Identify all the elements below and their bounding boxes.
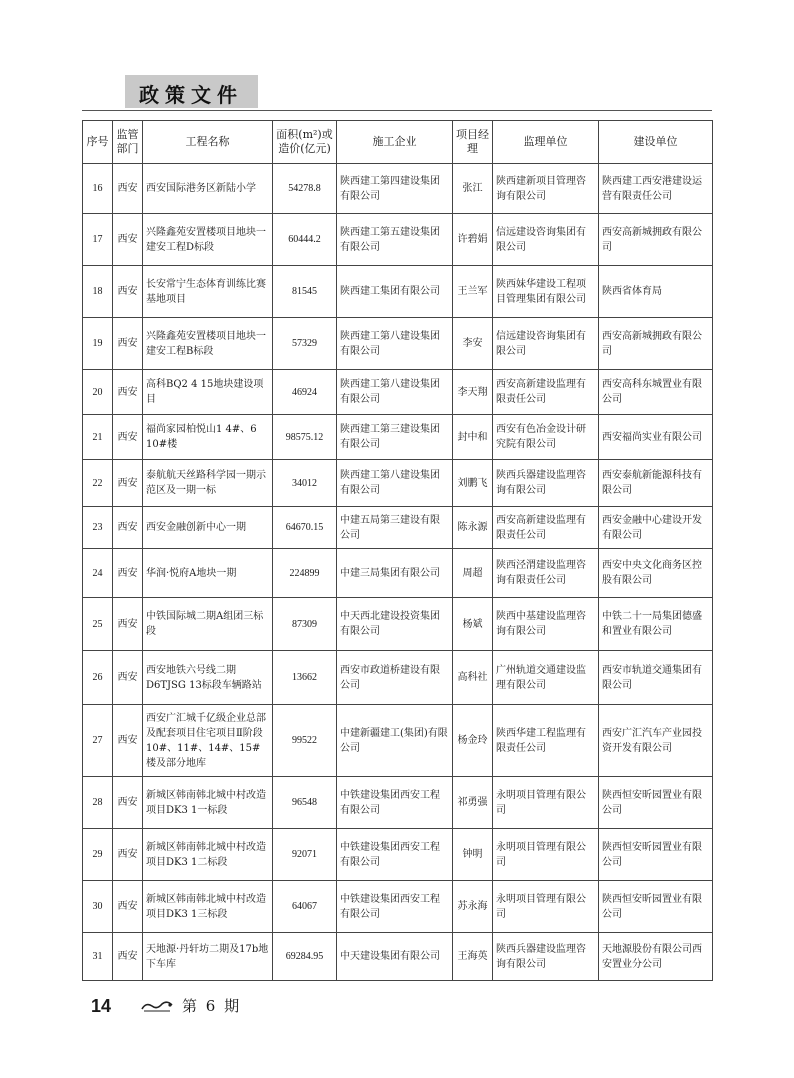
page-number: 14 <box>91 996 112 1016</box>
cell-supervisor: 陕西中基建设监理咨询有限公司 <box>493 598 599 651</box>
cell-owner: 西安高新城拥政有限公司 <box>599 318 713 370</box>
cell-name: 长安常宁生态体育训练比赛基地项目 <box>143 266 273 318</box>
cell-dept: 西安 <box>113 214 143 266</box>
cell-area: 87309 <box>273 598 337 651</box>
cell-name: 泰航航天丝路科学园一期示范区及一期一标 <box>143 460 273 507</box>
table-row <box>83 829 713 881</box>
table-row <box>83 651 713 705</box>
cell-name: 新城区韩南韩北城中村改造项目DK3 1二标段 <box>143 829 273 881</box>
cell-supervisor: 西安高新建设监理有限责任公司 <box>493 370 599 415</box>
cell-builder: 陕西建工集团有限公司 <box>337 266 453 318</box>
table-row <box>83 933 713 981</box>
table-row <box>83 318 713 370</box>
cell-dept: 西安 <box>113 370 143 415</box>
cell-owner: 西安金融中心建设开发有限公司 <box>599 507 713 549</box>
table-row <box>83 549 713 598</box>
cell-no: 27 <box>83 705 113 777</box>
cell-no: 31 <box>83 933 113 981</box>
cell-name: 兴隆鑫苑安置楼项目地块一建安工程D标段 <box>143 214 273 266</box>
table-row <box>83 460 713 507</box>
col-header-area: 面积(m²)或造价(亿元) <box>273 121 337 164</box>
ornament-icon <box>140 1000 174 1012</box>
cell-dept: 西安 <box>113 164 143 214</box>
cell-dept: 西安 <box>113 829 143 881</box>
cell-dept: 西安 <box>113 881 143 933</box>
cell-owner: 陕西建工西安港建设运营有限责任公司 <box>599 164 713 214</box>
cell-builder: 陕西建工第三建设集团有限公司 <box>337 415 453 460</box>
cell-dept: 西安 <box>113 598 143 651</box>
cell-area: 34012 <box>273 460 337 507</box>
cell-supervisor: 西安高新建设监理有限责任公司 <box>493 507 599 549</box>
cell-no: 21 <box>83 415 113 460</box>
cell-name: 天地源·丹轩坊二期及17b地下车库 <box>143 933 273 981</box>
cell-owner: 陕西恒安昕园置业有限公司 <box>599 829 713 881</box>
cell-supervisor: 陕西泾渭建设监理咨询有限责任公司 <box>493 549 599 598</box>
cell-owner: 西安中央文化商务区控股有限公司 <box>599 549 713 598</box>
cell-builder: 西安市政道桥建设有限公司 <box>337 651 453 705</box>
cell-owner: 西安高新城拥政有限公司 <box>599 214 713 266</box>
table-row <box>83 164 713 214</box>
cell-builder: 陕西建工第八建设集团有限公司 <box>337 318 453 370</box>
cell-manager: 祁勇强 <box>453 777 493 829</box>
cell-name: 西安广汇城千亿级企业总部及配套项目住宅项目Ⅱ阶段10#、11#、14#、15#楼及部分地库 <box>143 705 273 777</box>
cell-owner: 天地源股份有限公司西安置业分公司 <box>599 933 713 981</box>
cell-no: 26 <box>83 651 113 705</box>
cell-no: 28 <box>83 777 113 829</box>
cell-builder: 中天建设集团有限公司 <box>337 933 453 981</box>
cell-name: 福尚家园柏悦山1 4#、6 10#楼 <box>143 415 273 460</box>
cell-no: 23 <box>83 507 113 549</box>
cell-supervisor: 西安有色冶金设计研究院有限公司 <box>493 415 599 460</box>
cell-area: 224899 <box>273 549 337 598</box>
cell-no: 16 <box>83 164 113 214</box>
table-row <box>83 370 713 415</box>
cell-name: 高科BQ2 4 15地块建设项目 <box>143 370 273 415</box>
cell-manager: 张江 <box>453 164 493 214</box>
cell-area: 92071 <box>273 829 337 881</box>
col-header-supervisor: 监理单位 <box>493 121 599 164</box>
cell-manager: 李天翔 <box>453 370 493 415</box>
cell-no: 20 <box>83 370 113 415</box>
table-header-row <box>83 121 713 164</box>
cell-dept: 西安 <box>113 318 143 370</box>
cell-manager: 杨金玲 <box>453 705 493 777</box>
cell-manager: 钟明 <box>453 829 493 881</box>
cell-dept: 西安 <box>113 651 143 705</box>
cell-builder: 中铁建设集团西安工程有限公司 <box>337 829 453 881</box>
cell-supervisor: 永明项目管理有限公司 <box>493 829 599 881</box>
cell-no: 19 <box>83 318 113 370</box>
cell-name: 兴隆鑫苑安置楼项目地块一建安工程B标段 <box>143 318 273 370</box>
cell-name: 华润·悦府A地块一期 <box>143 549 273 598</box>
cell-supervisor: 陕西华建工程监理有限责任公司 <box>493 705 599 777</box>
cell-area: 57329 <box>273 318 337 370</box>
cell-no: 24 <box>83 549 113 598</box>
cell-manager: 封中和 <box>453 415 493 460</box>
cell-area: 98575.12 <box>273 415 337 460</box>
col-header-manager: 项目经理 <box>453 121 493 164</box>
cell-owner: 西安市轨道交通集团有限公司 <box>599 651 713 705</box>
cell-dept: 西安 <box>113 415 143 460</box>
table-row <box>83 881 713 933</box>
cell-builder: 中天西北建设投资集团有限公司 <box>337 598 453 651</box>
cell-builder: 陕西建工第八建设集团有限公司 <box>337 370 453 415</box>
cell-name: 中铁国际城二期A组团三标段 <box>143 598 273 651</box>
cell-owner: 陕西省体育局 <box>599 266 713 318</box>
cell-name: 新城区韩南韩北城中村改造项目DK3 1一标段 <box>143 777 273 829</box>
cell-manager: 苏永海 <box>453 881 493 933</box>
cell-owner: 西安福尚实业有限公司 <box>599 415 713 460</box>
cell-no: 17 <box>83 214 113 266</box>
col-header-dept: 监管部门 <box>113 121 143 164</box>
cell-supervisor: 陕西兵器建设监理咨询有限公司 <box>493 933 599 981</box>
cell-area: 54278.8 <box>273 164 337 214</box>
cell-no: 22 <box>83 460 113 507</box>
cell-dept: 西安 <box>113 933 143 981</box>
col-header-owner: 建设单位 <box>599 121 713 164</box>
cell-area: 99522 <box>273 705 337 777</box>
table-row <box>83 415 713 460</box>
cell-builder: 中建五局第三建设有限公司 <box>337 507 453 549</box>
cell-area: 96548 <box>273 777 337 829</box>
table-row <box>83 507 713 549</box>
cell-builder: 陕西建工第八建设集团有限公司 <box>337 460 453 507</box>
cell-builder: 中建新疆建工(集团)有限公司 <box>337 705 453 777</box>
col-header-name: 工程名称 <box>143 121 273 164</box>
cell-builder: 中铁建设集团西安工程有限公司 <box>337 777 453 829</box>
cell-supervisor: 陕西建新项目管理咨询有限公司 <box>493 164 599 214</box>
table-row <box>83 705 713 777</box>
cell-area: 60444.2 <box>273 214 337 266</box>
table-row <box>83 266 713 318</box>
cell-name: 西安国际港务区新陆小学 <box>143 164 273 214</box>
cell-no: 30 <box>83 881 113 933</box>
cell-supervisor: 广州轨道交通建设监理有限公司 <box>493 651 599 705</box>
cell-manager: 李安 <box>453 318 493 370</box>
cell-area: 13662 <box>273 651 337 705</box>
cell-dept: 西安 <box>113 549 143 598</box>
cell-dept: 西安 <box>113 705 143 777</box>
cell-supervisor: 永明项目管理有限公司 <box>493 881 599 933</box>
cell-owner: 西安广汇汽车产业园投资开发有限公司 <box>599 705 713 777</box>
cell-dept: 西安 <box>113 777 143 829</box>
cell-no: 25 <box>83 598 113 651</box>
table-row <box>83 598 713 651</box>
projects-table <box>82 120 713 981</box>
cell-manager: 陈永源 <box>453 507 493 549</box>
cell-owner: 西安泰航新能源科技有限公司 <box>599 460 713 507</box>
cell-builder: 中建三局集团有限公司 <box>337 549 453 598</box>
cell-no: 29 <box>83 829 113 881</box>
col-header-builder: 施工企业 <box>337 121 453 164</box>
cell-dept: 西安 <box>113 460 143 507</box>
cell-supervisor: 信远建设咨询集团有限公司 <box>493 214 599 266</box>
cell-area: 81545 <box>273 266 337 318</box>
cell-builder: 陕西建工第五建设集团有限公司 <box>337 214 453 266</box>
issue-label: 第 6 期 <box>182 997 242 1015</box>
header-rule <box>82 110 712 111</box>
cell-manager: 杨斌 <box>453 598 493 651</box>
cell-owner: 陕西恒安昕园置业有限公司 <box>599 777 713 829</box>
cell-manager: 刘鹏飞 <box>453 460 493 507</box>
cell-owner: 中铁二十一局集团德盛和置业有限公司 <box>599 598 713 651</box>
cell-manager: 王海英 <box>453 933 493 981</box>
cell-supervisor: 陕西妹华建设工程项目管理集团有限公司 <box>493 266 599 318</box>
cell-dept: 西安 <box>113 266 143 318</box>
cell-dept: 西安 <box>113 507 143 549</box>
cell-no: 18 <box>83 266 113 318</box>
cell-owner: 西安高科东城置业有限公司 <box>599 370 713 415</box>
col-header-no: 序号 <box>83 121 113 164</box>
cell-supervisor: 信远建设咨询集团有限公司 <box>493 318 599 370</box>
cell-area: 64067 <box>273 881 337 933</box>
cell-area: 46924 <box>273 370 337 415</box>
cell-manager: 周超 <box>453 549 493 598</box>
cell-owner: 陕西恒安昕园置业有限公司 <box>599 881 713 933</box>
cell-name: 新城区韩南韩北城中村改造项目DK3 1三标段 <box>143 881 273 933</box>
table-row <box>83 777 713 829</box>
table-row <box>83 214 713 266</box>
section-header <box>125 75 258 108</box>
cell-name: 西安金融创新中心一期 <box>143 507 273 549</box>
cell-supervisor: 陕西兵器建设监理咨询有限公司 <box>493 460 599 507</box>
cell-builder: 陕西建工第四建设集团有限公司 <box>337 164 453 214</box>
cell-builder: 中铁建设集团西安工程有限公司 <box>337 881 453 933</box>
cell-supervisor: 永明项目管理有限公司 <box>493 777 599 829</box>
cell-name: 西安地铁六号线二期D6TJSG 13标段车辆路站 <box>143 651 273 705</box>
section-title: 政策文件 <box>139 83 243 107</box>
cell-manager: 王兰军 <box>453 266 493 318</box>
cell-area: 69284.95 <box>273 933 337 981</box>
cell-area: 64670.15 <box>273 507 337 549</box>
cell-manager: 高科社 <box>453 651 493 705</box>
cell-manager: 许碧娟 <box>453 214 493 266</box>
